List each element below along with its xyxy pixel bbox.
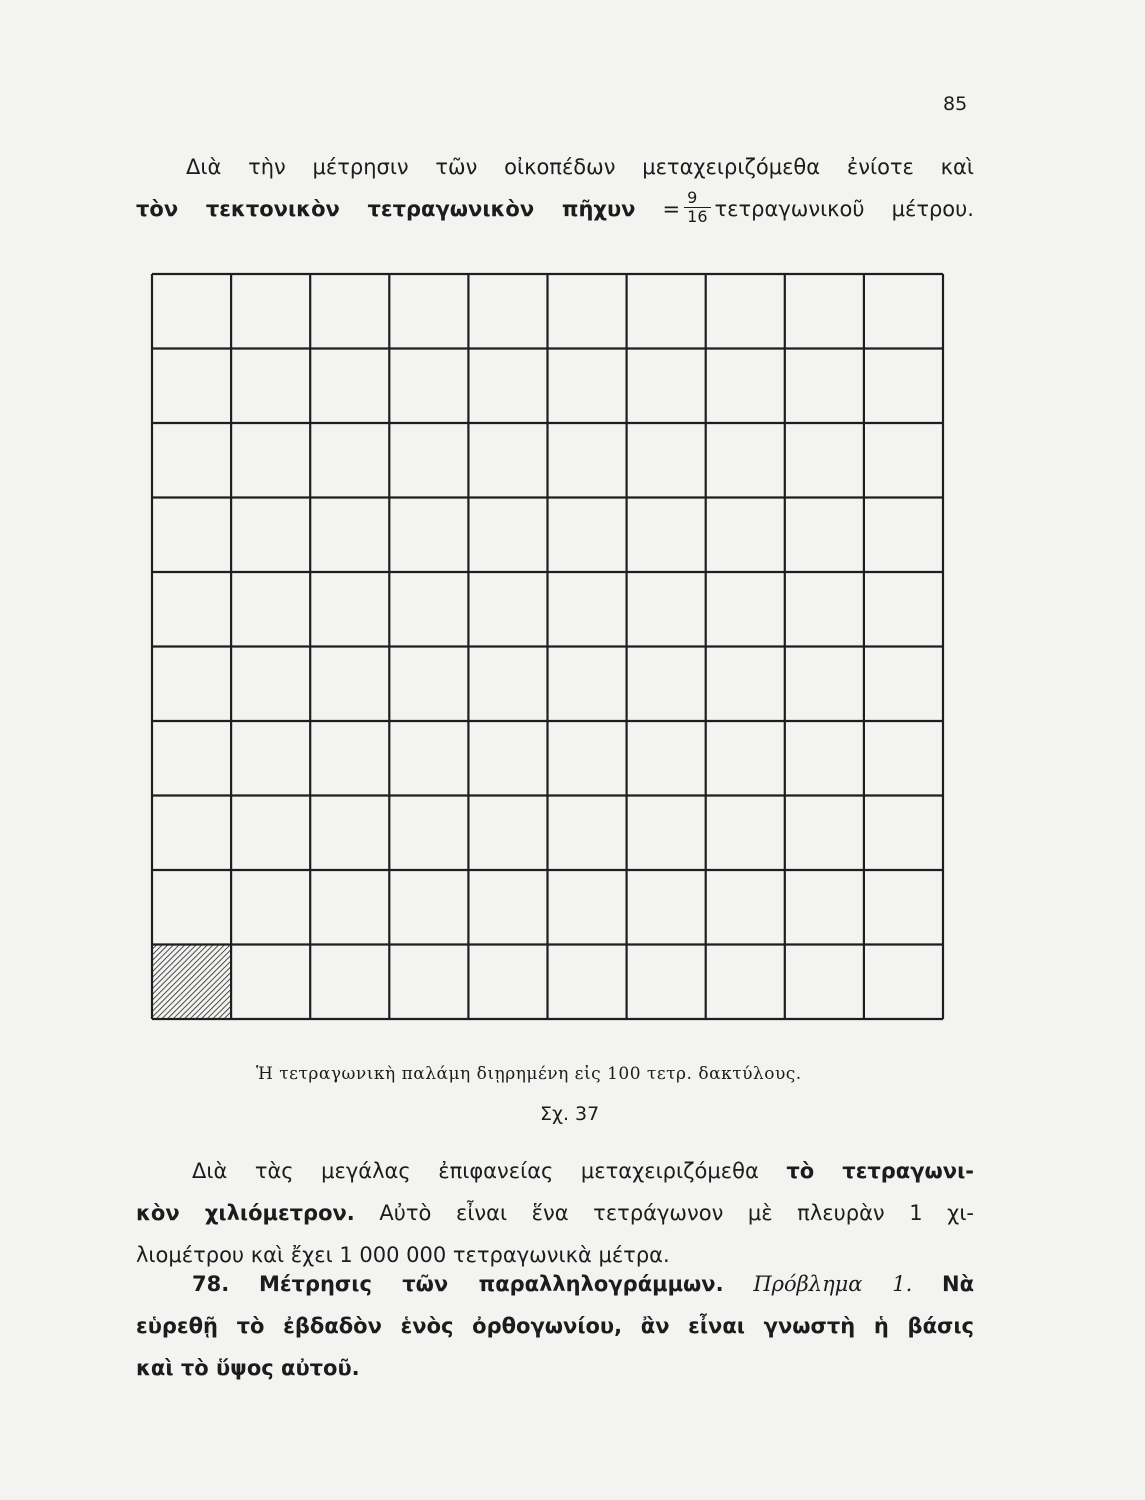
section-78 [136,1263,974,1389]
figure-caption: Ἡ τετραγωνικὴ παλάμη διῃρημένη εἰς 100 τετρ. δακτύλους. [256,1064,802,1084]
shaded-square [152,945,231,1020]
paragraph-square-kilometer [136,1150,974,1276]
fraction-numerator: 9 [684,189,710,208]
paragraph1-line2-tail: τετραγωνικοῦ μέτρου. [714,197,974,221]
paragraph3-line3: καὶ τὸ ὕψος αὐτοῦ. [136,1356,360,1380]
paragraph3-line2: εὑρεθῇ τὸ ἐβδαδὸν ἑνὸς ὀρθογωνίου, ἂν εἶναι γνωστὴ ἡ βάσις [136,1314,974,1338]
paragraph2-line1 [136,1150,974,1192]
figure-label: Σχ. 37 [540,1103,600,1125]
paragraph1-line1: Διὰ τὴν μέτρησιν τῶν οἰκοπέδων μεταχειριζόμεθα ἐνίοτε καὶ [186,155,974,179]
grid-svg [150,272,945,1021]
section-title: Μέτρησις τῶν παραλληλογράμμων. [258,1272,724,1296]
paragraph-square-cubit [136,146,974,230]
term-square-kilometer-part1: τὸ τετραγωνι- [786,1159,974,1183]
fraction-denominator: 16 [687,206,708,226]
problem-label: Πρόβλημα 1. [753,1272,913,1296]
paragraph3-line1-tail: Νὰ [942,1272,975,1296]
section-number: 78. [192,1272,230,1296]
paragraph3-line1 [136,1263,974,1305]
paragraph2-line3: λιομέτρου καὶ ἔχει 1 000 000 τετραγωνικὰ μέτρα. [136,1243,670,1267]
page-number: 85 [943,93,968,115]
equals-sign: = [662,197,681,221]
term-square-kilometer-part2: κὸν χιλιόμετρον. [136,1201,355,1225]
paragraph2-line2-text: Αὐτὸ εἶναι ἕνα τετράγωνον μὲ πλευρὰν 1 χι- [379,1201,974,1225]
paragraph1-line2 [136,188,974,230]
figure-grid [150,272,945,1021]
term-square-cubit: τὸν τεκτονικὸν τετραγωνικὸν πῆχυν [136,197,636,221]
paragraph2-line2 [136,1192,974,1234]
paragraph2-line1-text: Διὰ τὰς μεγάλας ἐπιφανείας μεταχειριζόμεθα [192,1159,759,1183]
fraction-nine-sixteenths [684,189,710,226]
